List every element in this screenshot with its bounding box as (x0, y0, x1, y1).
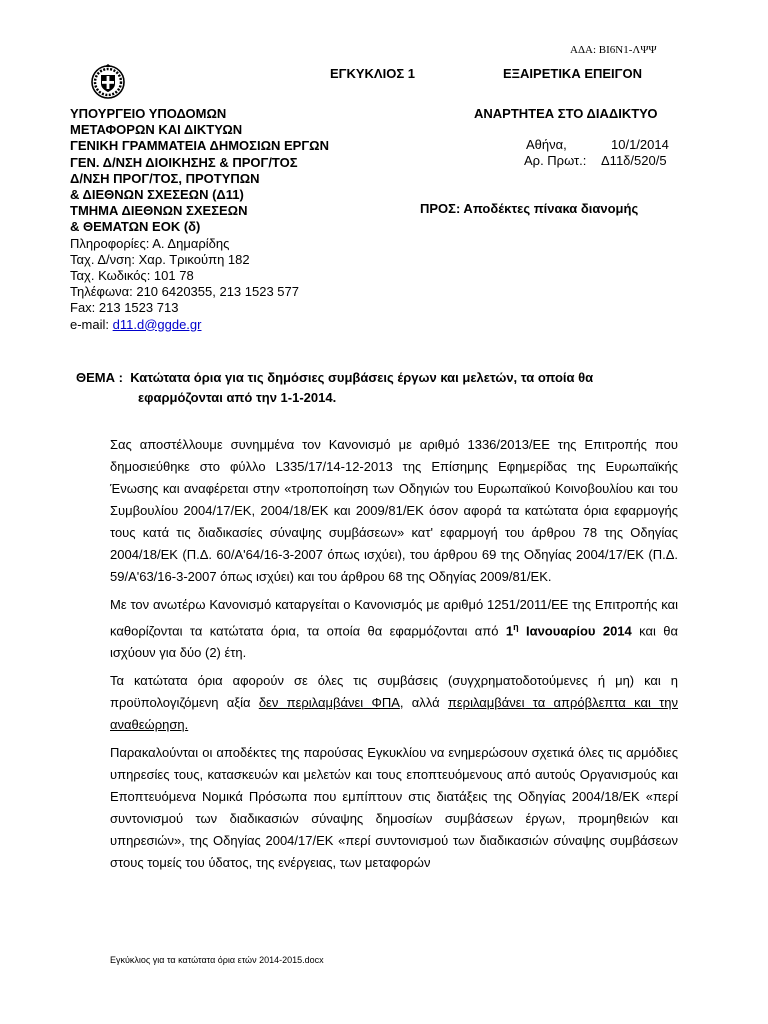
department-line: & ΘΕΜΑΤΩΝ ΕΟΚ (δ) (70, 219, 201, 235)
urgency-label: ΕΞΑΙΡΕΤΙΚΑ ΕΠΕΙΓΟΝ (503, 66, 642, 81)
document-date: 10/1/2014 (611, 137, 669, 152)
department-line: ΤΜΗΜΑ ΔΙΕΘΝΩΝ ΣΧΕΣΕΩΝ (70, 203, 248, 219)
paragraph-text: Με τον ανωτέρω Κανονισμό καταργείται ο Κανονισμός με αριθμό 1251/2011/ΕΕ της Επιτροπής και καθορίζονται τα κατώτατα όρια, τα οποία θα εφαρμόζονται από (110, 597, 678, 639)
post-online-label: ΑΝΑΡΤΗΤΕΑ ΣΤΟ ΔΙΑΔΙΚΤΥΟ (474, 106, 658, 121)
fax-number: Fax: 213 1523 713 (70, 300, 179, 316)
postal-code: Ταχ. Κωδικός: 101 78 (70, 268, 194, 284)
subject-block (76, 368, 593, 408)
vat-excluded-note: δεν περιλαμβάνει ΦΠΑ (258, 695, 400, 711)
contingencies-included-note: περιλαμβάνει τα απρόβλεπτα και την αναθεώρηση. (110, 695, 678, 733)
paragraph-thresholds (110, 670, 678, 736)
directorate-line: Δ/ΝΣΗ ΠΡΟΓ/ΤΟΣ, ΠΡΟΤΥΠΩΝ (70, 170, 260, 186)
subject-label: ΘΕΜΑ : (76, 370, 123, 385)
paragraph-text: Τα κατώτατα όρια αφορούν σε όλες τις συμβάσεις (συγχρηματοδοτούμενες ή μη) και η προϋπολογιζόμενη αξία (110, 673, 678, 711)
paragraph-attachment: Σας αποστέλλουμε συνημμένα τον Κανονισμό με αριθμό 1336/2013/ΕΕ της Επιτροπής που δημοσιεύθηκε στο φύλλο L335/17/14-12-2013 της Επίσημης Εφημερίδας της Ευρωπαϊκής Ένωσης και αναφέρεται στην «τροποποίηση των Οδηγιών του Ευρωπαϊκού Κοινοβουλίου και του Συμβουλίου 2004/17/ΕΚ, 2004/18/ΕΚ και 2009/81/ΕΚ όσον αφορά τα κατώτατα όρια εφαρμογής τους κατά τις διαδικασίες σύναψης συμβάσεων» κατ' εφαρμογή του άρθρου 78 της Οδηγίας 2004/18/ΕΚ (Π.Δ. 60/Α'64/16-3-2007 όπως ισχύει), του άρθρου 69 της Οδηγίας 2004/17/ΕΚ (Π.Δ. 59/Α'63/16-3-2007 όπως ισχύει) και του άρθρου 68 της Οδηγίας 2009/81/ΕΚ. (110, 437, 678, 584)
directorate-line: & ΔΙΕΘΝΩΝ ΣΧΕΣΕΩΝ (Δ11) (70, 187, 244, 203)
general-secretariat-line: ΓΕΝΙΚΗ ΓΡΑΜΜΑΤΕΙΑ ΔΗΜΟΣΙΩΝ ΕΡΓΩΝ (70, 138, 329, 154)
ministry-line: ΥΠΟΥΡΓΕΙΟ ΥΠΟΔΟΜΩΝ (70, 106, 227, 121)
start-date-month: Ιανουαρίου 2014 (518, 623, 632, 639)
paragraph-regulation (110, 594, 678, 664)
protocol-number: Δ11δ/520/5 (601, 153, 667, 168)
subject-text-cont: εφαρμόζονται από την 1-1-2014. (138, 390, 337, 405)
paragraph-request: Παρακαλούνται οι αποδέκτες της παρούσας Εγκυκλίου να ενημερώσουν σχετικά όλες τις αρμόδιες υπηρεσίες τους, κατασκευών και μελετών και τους εποπτευόμενους από αυτούς Οργανισμούς και Εποπτευόμενα Νομικά Πρόσωπα που εμπίπτουν στις διατάξεις της Οδηγίας 2004/18/ΕΚ «περί συντονισμού των διαδικασιών σύναψης δημοσίων συμβάσεων έργων, προμηθειών και υπηρεσιών», της Οδηγίας 2004/17/ΕΚ «περί συντονισμού των διαδικασιών σύναψης συμβάσεων στους τομείς του ύδατος, της ενέργειας, των μεταφορών (110, 745, 678, 871)
postal-address: Ταχ. Δ/νση: Χαρ. Τρικούπη 182 (70, 251, 250, 267)
protocol-label: Αρ. Πρωτ.: (524, 153, 587, 168)
paragraph-text: και θα ισχύουν για δύο (2) έτη. (110, 623, 678, 661)
greek-coat-of-arms-icon (90, 62, 126, 102)
ada-code: ΑΔΑ: ΒΙ6Ν1-ΛΨΨ (570, 44, 657, 56)
phone-numbers: Τηλέφωνα: 210 6420355, 213 1523 577 (70, 284, 299, 300)
info-contact: Πληροφορίες: Α. Δημαρίδης (70, 235, 230, 251)
subject-text: Κατώτατα όρια για τις δημόσιες συμβάσεις έργων και μελετών, τα οποία θα (130, 370, 594, 385)
circular-title: ΕΓΚΥΚΛΙΟΣ 1 (330, 66, 415, 81)
footer-filename: Εγκύκλιος για τα κατώτατα όρια ετών 2014-2015.docx (110, 955, 324, 965)
email-label: e-mail: (70, 316, 113, 332)
ordinal-suffix: η (513, 622, 519, 632)
email-link[interactable]: d11.d@ggde.gr (112, 316, 202, 332)
email-line (70, 317, 329, 333)
recipients-line: ΠΡΟΣ: Αποδέκτες πίνακα διανομής (420, 201, 639, 216)
general-directorate-line: ΓΕΝ. Δ/ΝΣΗ ΔΙΟΙΚΗΣΗΣ & ΠΡΟΓ/ΤΟΣ (70, 154, 298, 170)
start-date-day: 1 (505, 623, 514, 639)
paragraph-text: , αλλά (399, 695, 448, 711)
ministry-line: ΜΕΤΑΦΟΡΩΝ ΚΑΙ ΔΙΚΤΥΩΝ (70, 122, 243, 138)
letter-body (110, 434, 678, 880)
city-label: Αθήνα, (526, 137, 567, 152)
sender-block (70, 106, 329, 333)
